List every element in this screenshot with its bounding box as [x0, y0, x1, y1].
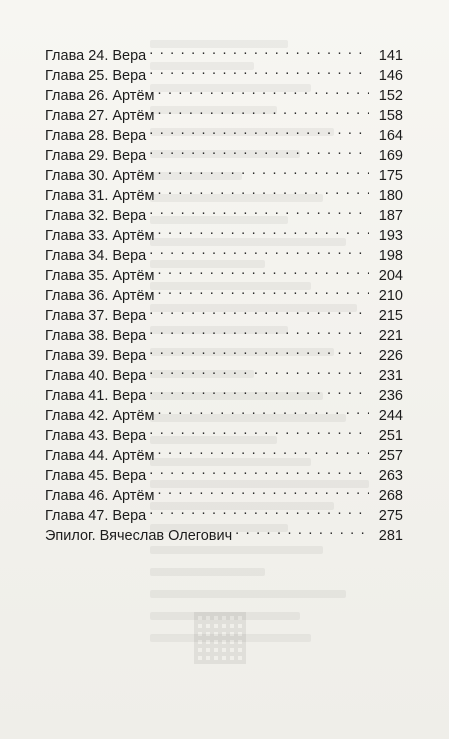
toc-entry-page-number: 268 — [378, 488, 403, 504]
toc-dot-leader — [157, 220, 369, 240]
toc-entry-title: Глава 34. Вера — [45, 248, 147, 264]
toc-entry-title: Глава 42. Артём — [45, 408, 155, 424]
toc-dot-leader — [149, 60, 369, 80]
toc-entry-title: Глава 47. Вера — [45, 508, 147, 524]
toc-entry-page-number: 198 — [378, 248, 403, 264]
toc-entry-page-number: 180 — [378, 188, 403, 204]
toc-entry-page-number: 215 — [378, 308, 403, 324]
toc-entry-title: Глава 29. Вера — [45, 148, 147, 164]
toc-entry-title: Глава 46. Артём — [45, 488, 155, 504]
toc-dot-leader — [149, 200, 369, 220]
qr-code-show-through — [194, 612, 246, 664]
toc-entry-page-number: 141 — [378, 48, 403, 64]
toc-entry-title: Глава 32. Вера — [45, 208, 147, 224]
toc-entry-title: Глава 43. Вера — [45, 428, 147, 444]
toc-entry-title: Глава 37. Вера — [45, 308, 147, 324]
toc-entry-title: Эпилог. Вячеслав Олегович — [45, 528, 233, 544]
toc-dot-leader — [149, 420, 369, 440]
toc-entry-title: Глава 38. Вера — [45, 328, 147, 344]
toc-dot-leader — [157, 480, 369, 500]
toc-entry-title: Глава 36. Артём — [45, 288, 155, 304]
toc-entry-page-number: 221 — [378, 328, 403, 344]
toc-entry-title: Глава 31. Артём — [45, 188, 155, 204]
toc-dot-leader — [149, 240, 369, 260]
toc-entry-title: Глава 40. Вера — [45, 368, 147, 384]
toc-entry-page-number: 244 — [378, 408, 403, 424]
toc-entry-page-number: 169 — [378, 148, 403, 164]
toc-dot-leader — [235, 520, 369, 540]
toc-entry-title: Глава 39. Вера — [45, 348, 147, 364]
toc-entry-title: Глава 24. Вера — [45, 48, 147, 64]
toc-dot-leader — [149, 360, 369, 380]
toc-entry-page-number: 231 — [378, 368, 403, 384]
toc-dot-leader — [157, 160, 369, 180]
toc-entry-page-number: 263 — [378, 468, 403, 484]
toc-entry-page-number: 210 — [378, 288, 403, 304]
toc-dot-leader — [157, 400, 369, 420]
toc-dot-leader — [157, 440, 369, 460]
toc-dot-leader — [149, 500, 369, 520]
toc-entry-title: Глава 25. Вера — [45, 68, 147, 84]
toc-entry-page-number: 226 — [378, 348, 403, 364]
toc-entry-title: Глава 33. Артём — [45, 228, 155, 244]
toc-entry-page-number: 251 — [378, 428, 403, 444]
toc-entry — [45, 40, 403, 64]
toc-entry-page-number: 193 — [378, 228, 403, 244]
toc-entry-page-number: 175 — [378, 168, 403, 184]
toc-entry-title: Глава 44. Артём — [45, 448, 155, 464]
toc-dot-leader — [157, 280, 369, 300]
toc-dot-leader — [149, 140, 369, 160]
toc-dot-leader — [149, 300, 369, 320]
toc-dot-leader — [157, 100, 369, 120]
toc-dot-leader — [149, 40, 369, 60]
toc-dot-leader — [157, 80, 369, 100]
toc-entry-page-number: 187 — [378, 208, 403, 224]
toc-dot-leader — [149, 380, 369, 400]
toc-entry-page-number: 257 — [378, 448, 403, 464]
table-of-contents — [45, 40, 403, 544]
toc-entry-page-number: 281 — [378, 528, 403, 544]
toc-entry-title: Глава 27. Артём — [45, 108, 155, 124]
toc-entry-page-number: 236 — [378, 388, 403, 404]
toc-dot-leader — [149, 120, 369, 140]
toc-dot-leader — [157, 180, 369, 200]
toc-dot-leader — [149, 340, 369, 360]
toc-entry-page-number: 152 — [378, 88, 403, 104]
toc-entry-page-number: 164 — [378, 128, 403, 144]
toc-entry-title: Глава 45. Вера — [45, 468, 147, 484]
toc-entry-title: Глава 28. Вера — [45, 128, 147, 144]
toc-entry-page-number: 204 — [378, 268, 403, 284]
toc-entry-title: Глава 41. Вера — [45, 388, 147, 404]
toc-dot-leader — [149, 320, 369, 340]
toc-dot-leader — [149, 460, 369, 480]
toc-dot-leader — [157, 260, 369, 280]
toc-entry-title: Глава 30. Артём — [45, 168, 155, 184]
toc-entry-page-number: 158 — [378, 108, 403, 124]
toc-entry-page-number: 275 — [378, 508, 403, 524]
toc-entry-title: Глава 26. Артём — [45, 88, 155, 104]
toc-entry-title: Глава 35. Артём — [45, 268, 155, 284]
toc-entry-page-number: 146 — [378, 68, 403, 84]
